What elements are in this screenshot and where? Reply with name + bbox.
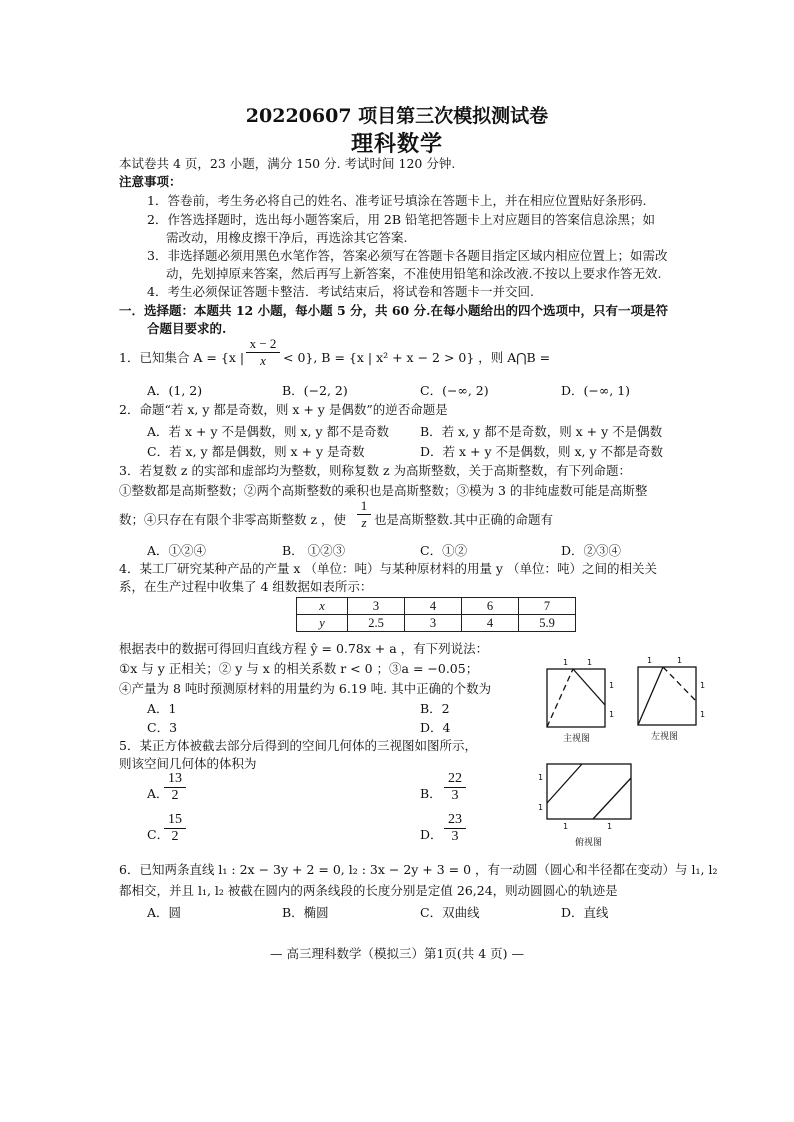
- table-cell: y: [297, 615, 348, 632]
- table-row: [297, 598, 576, 615]
- q6-option-a: A．圆: [147, 905, 182, 920]
- top-view-edge: [593, 778, 631, 819]
- front-view-square: [547, 669, 605, 727]
- q4-option-d: D．4: [420, 720, 451, 735]
- q1-fraction: [246, 336, 280, 369]
- q5-option-c-label: C．: [147, 827, 170, 842]
- frac-den: 2: [171, 829, 179, 844]
- notice-item: 4．考生必须保证答题卡整洁．考试结束后，将试卷和答题卡一并交回.: [147, 284, 534, 299]
- q6-option-d: D．直线: [561, 905, 609, 920]
- table-row: [297, 615, 576, 632]
- q4-option-b: B．2: [420, 701, 450, 716]
- q5-line1: 5．某正方体被截去部分后得到的空间几何体的三视图如图所示，: [119, 738, 477, 753]
- q5-option-a-label: A．: [147, 786, 169, 801]
- q2-option-b: B．若 x, y 都不是奇数，则 x + y 不是偶数: [420, 424, 663, 439]
- q5-option-b-fraction: [444, 771, 466, 804]
- q2-option-a: A．若 x + y 不是偶数，则 x, y 都不是奇数: [147, 424, 390, 439]
- front-view-edge: [573, 669, 605, 705]
- table-cell: 4: [405, 598, 462, 615]
- dim-label: 1: [609, 710, 615, 719]
- q2-stem: 2．命题“若 x, y 都是奇数，则 x + y 是偶数”的逆否命题是: [119, 402, 448, 417]
- table-cell: 2.5: [348, 615, 405, 632]
- page-footer: — 高三理科数学（模拟三）第1页(共 4 页) —: [269, 946, 525, 961]
- q5-option-d-fraction: [444, 812, 466, 845]
- dim-label: 1: [563, 658, 569, 667]
- front-view-caption: 主视图: [563, 734, 591, 744]
- q6-option-b: B．椭圆: [282, 905, 329, 920]
- dim-label: 1: [609, 681, 615, 690]
- dim-label: 1: [700, 710, 706, 719]
- q1-option-b: B．(−2, 2): [282, 383, 348, 398]
- notice-item: 动，先划掉原来答案，然后再写上新答案，不准使用铅笔和涂改液.不按以上要求作答无效.: [166, 266, 662, 281]
- table-cell: 3: [348, 598, 405, 615]
- front-view-hidden-edge: [547, 669, 573, 727]
- dim-label: 1: [538, 773, 544, 782]
- q4-data-table: [296, 597, 576, 632]
- q4-line5: ④产量为 8 吨时预测原材料的用量约为 6.19 吨. 其中正确的个数为: [119, 681, 492, 696]
- table-cell: 7: [519, 598, 576, 615]
- intro-text: 本试卷共 4 页，23 小题，满分 150 分. 考试时间 120 分钟.: [119, 156, 456, 171]
- section-heading: 一．选择题：本题共 12 小题，每小题 5 分，共 60 分.在每小题给出的四个选项中，只有一项是符: [119, 303, 668, 318]
- q5-line2: 则该空间几何体的体积为: [119, 756, 257, 771]
- q1-option-a: A．(1, 2): [147, 383, 203, 398]
- frac-den: 3: [451, 788, 459, 803]
- top-view-edge: [547, 764, 582, 803]
- q3-frac-num: 1: [357, 498, 371, 515]
- q4-line2: 系，在生产过程中收集了 4 组数据如表所示：: [119, 579, 373, 594]
- q3-frac-den: z: [361, 515, 367, 530]
- q6-line2: 都相交，并且 l₁, l₂ 被截在圆内的两条线段的长度分别是定值 26,24，则动圆圆心的轨迹是: [119, 883, 618, 898]
- notice-item: 2．作答选择题时，选出每小题答案后，用 2B 铅笔把答题卡上对应题目的答案信息涂黑；如: [147, 212, 656, 227]
- q3-line3a: 数；④只存在有限个非零高斯整数 z ，使: [119, 512, 347, 527]
- q1-option-d: D．(−∞, 1): [561, 383, 631, 398]
- dim-label: 1: [647, 656, 653, 665]
- q5-option-c-fraction: [164, 812, 186, 845]
- dim-label: 1: [538, 803, 544, 812]
- side-view: [638, 667, 696, 725]
- q1-frac-den: x: [260, 353, 266, 368]
- q3-option-c: C．①②: [420, 543, 468, 558]
- q3-option-a: A．①②④: [147, 543, 207, 558]
- q1-stem-a: 1．已知集合 A = {x |: [119, 350, 245, 365]
- q3-option-b: B． ①②③: [282, 543, 346, 558]
- q2-option-d: D．若 x + y 不是偶数，则 x, y 不都是奇数: [420, 444, 664, 459]
- dim-label: 1: [677, 656, 683, 665]
- table-cell: 4: [462, 615, 519, 632]
- side-view-square: [638, 667, 696, 725]
- front-view: [547, 669, 605, 727]
- q3-line1: 3．若复数 z 的实部和虚部均为整数，则称复数 z 为高斯整数，关于高斯整数，有下列命题：: [119, 463, 632, 478]
- q5-option-a-fraction: [164, 771, 186, 804]
- q4-line1: 4．某工厂研究某种产品的产量 x （单位：吨）与某种原材料的用量 y （单位：吨）之间的相关关: [119, 561, 657, 576]
- notice-item: 3．非选择题必须用黑色水笔作答，答案必须写在答题卡各题目指定区域内相应位置上；如需改: [147, 248, 668, 263]
- frac-den: 2: [171, 788, 179, 803]
- q6-line1: 6．已知两条直线 l₁ : 2x − 3y + 2 = 0, l₂ : 3x − 2y + 3 = 0 ，有一动圆（圆心和半径都在变动）与 l₁, l₂: [119, 862, 718, 877]
- subject-title: 理科数学: [350, 131, 443, 157]
- q4-option-a: A．1: [147, 701, 177, 716]
- frac-num: 13: [164, 771, 186, 788]
- q1-frac-num: x − 2: [246, 336, 280, 353]
- top-view: [547, 764, 631, 819]
- q4-option-c: C．3: [147, 720, 178, 735]
- q2-option-c: C．若 x, y 都是偶数，则 x + y 是奇数: [147, 444, 365, 459]
- notice-item: 1．答卷前，考生务必将自己的姓名、准考证号填涂在答题卡上，并在相应位置贴好条形码.: [147, 193, 647, 208]
- table-cell: 3: [405, 615, 462, 632]
- frac-num: 15: [164, 812, 186, 829]
- q4-line3: 根据表中的数据可得回归直线方程 ŷ = 0.78x + a ，有下列说法：: [119, 641, 489, 656]
- q4-line4: ①x 与 y 正相关；② y 与 x 的相关系数 r < 0 ；③a = −0.05；: [119, 661, 479, 676]
- dim-label: 1: [587, 658, 593, 667]
- top-view-caption: 俯视图: [575, 838, 603, 848]
- side-view-edge: [638, 667, 663, 725]
- notice-heading: 注意事项：: [119, 174, 182, 189]
- frac-den: 3: [451, 829, 459, 844]
- q1-stem-b: < 0}, B = {x | x² + x − 2 > 0} ，则 A⋂B =: [283, 350, 551, 365]
- q3-option-d: D．②③④: [561, 543, 622, 558]
- dim-label: 1: [607, 822, 613, 831]
- section-heading-cont: 合题目要求的.: [147, 321, 227, 336]
- q3-line2: ①整数都是高斯整数；②两个高斯整数的乘积也是高斯整数；③模为 3 的非纯虚数可能是高斯整: [119, 483, 648, 498]
- q1-option-c: C．(−∞, 2): [420, 383, 489, 398]
- side-view-caption: 左视图: [651, 732, 679, 742]
- q3-fraction: [357, 498, 371, 531]
- table-cell: x: [297, 598, 348, 615]
- q6-option-c: C．双曲线: [420, 905, 480, 920]
- q5-option-d-label: D．: [420, 827, 443, 842]
- frac-num: 22: [444, 771, 466, 788]
- three-view-figure: [535, 655, 720, 855]
- dim-label: 1: [700, 681, 706, 690]
- dim-label: 1: [563, 822, 569, 831]
- q5-option-b-label: B．: [420, 786, 442, 801]
- q3-line3b: 也是高斯整数.其中正确的命题有: [374, 512, 553, 527]
- table-cell: 5.9: [519, 615, 576, 632]
- frac-num: 23: [444, 812, 466, 829]
- side-view-hidden-edge: [663, 667, 696, 701]
- table-cell: 6: [462, 598, 519, 615]
- notice-item: 需改动，用橡皮擦干净后，再选涂其它答案.: [166, 230, 408, 245]
- exam-title: 20220607 项目第三次模拟测试卷: [245, 105, 549, 127]
